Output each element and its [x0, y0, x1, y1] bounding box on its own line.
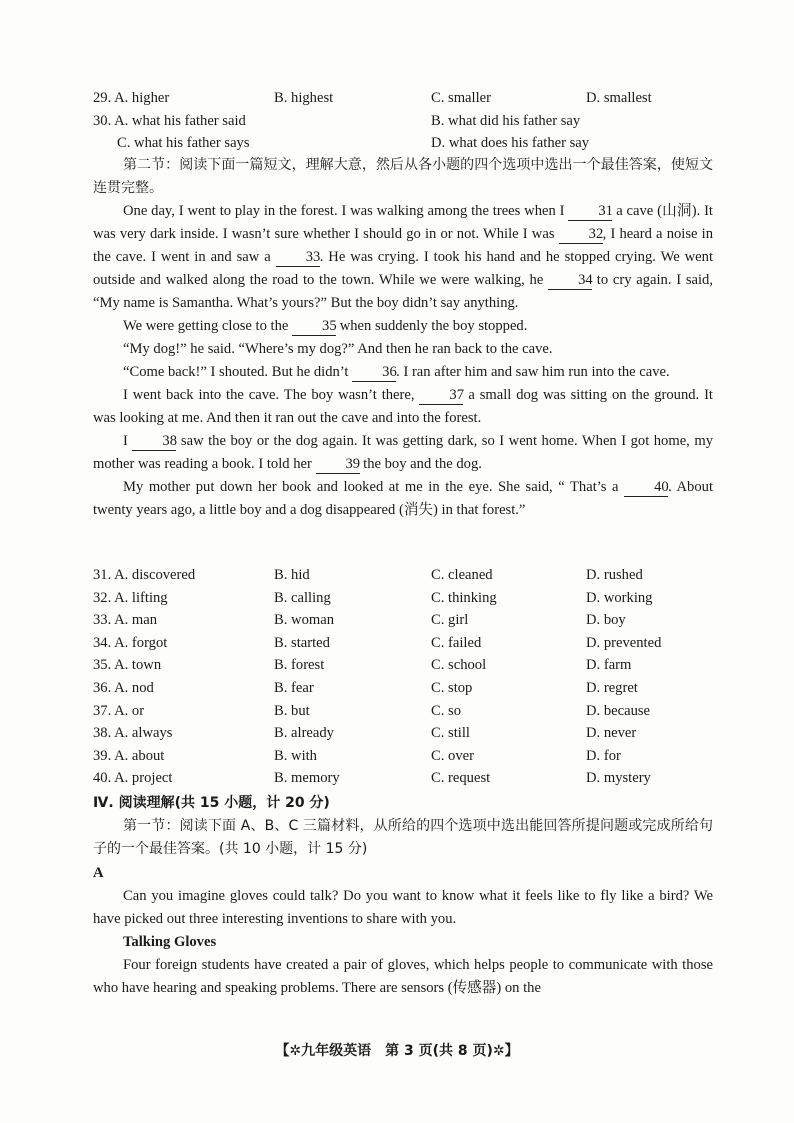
section-a-paragraph-1: Can you imagine gloves could talk? Do you want to know what it feels like to fly like a bird? We have picked out three interesting inventions to share with you.	[93, 888, 713, 927]
option-c: C. cleaned	[431, 567, 493, 583]
passage-paragraph-7: My mother put down her book and looked at me in the eye. She said, “ That’s a 40. About twenty years ago, a little boy and a dog disappeared (消失) in that forest.”	[93, 479, 713, 518]
option-b: B. with	[274, 747, 317, 764]
option-30-b: B. what did his father say	[431, 112, 581, 129]
passage-paragraph-5: I went back into the cave. The boy wasn’t there, 37 a small dog was sitting on the ground. It was looking at me. And then it ran out the cave and into the forest.	[93, 387, 713, 426]
option-d: D. never	[586, 725, 637, 742]
passage-paragraph-6: I 38 saw the boy or the dog again. It was getting dark, so I went home. When I got home, my mother was reading a book. I told her 39 the boy and the dog.	[93, 433, 713, 472]
option-30-a: 30. A. what his father said	[93, 112, 246, 129]
option-row	[93, 767, 713, 790]
part4-block	[93, 792, 713, 861]
passage-paragraph-1: One day, I went to play in the forest. I was walking among the trees when I 31 a cave (山洞). It was very dark inside. I wasn’t sure whether I should go in or not. While I was 32, I heard a noise in the cave. I went in and saw a 33. He was crying. I took his hand and he stopped crying. We went outside and walked along the road to the town. While we were walking, he 34 to cry again. I said, “My name is Samantha. What’s yours?” But the boy didn’t say anything.	[93, 203, 714, 311]
section2-intro: 第二节：阅读下面一篇短文，理解大意，然后从各小题的四个选项中选出一个最佳答案，使短文连贯完整。	[93, 157, 713, 196]
option-b: B. woman	[274, 612, 334, 629]
blank-40: 40	[624, 479, 668, 497]
blank-39: 39	[316, 456, 360, 474]
part4-intro: 第一节：阅读下面 A、B、C 三篇材料，从所给的四个选项中选出能回答所提问题或完成所给句子的一个最佳答案。(共 10 小题，计 15 分)	[93, 818, 713, 857]
blank-37: 37	[419, 387, 463, 405]
option-b: B. started	[274, 634, 330, 651]
part4-title: Ⅳ. 阅读理解(共 15 小题，计 20 分)	[93, 795, 330, 811]
option-b: B. memory	[274, 770, 340, 787]
blank-38: 38	[132, 433, 176, 451]
option-29-d: D. smallest	[586, 90, 652, 106]
option-row-29	[93, 87, 713, 110]
option-a: 37. A. or	[93, 702, 145, 719]
option-b: B. fear	[274, 679, 314, 696]
option-a: 32. A. lifting	[93, 589, 168, 606]
option-d: D. farm	[586, 657, 632, 674]
section-a-block	[93, 862, 713, 1000]
option-b: B. but	[274, 702, 310, 719]
section-a-paragraph-2: Four foreign students have created a pair of gloves, which helps people to communicate with those who have hearing and speaking problems. There are sensors (传感器) on the	[93, 957, 713, 996]
option-c: C. school	[431, 657, 487, 674]
blank-32: 32	[559, 226, 603, 244]
option-row	[93, 609, 713, 632]
cloze-options	[93, 564, 713, 790]
option-a: 36. A. nod	[93, 679, 154, 696]
option-c: C. so	[431, 702, 462, 719]
option-row-30-ab	[93, 110, 713, 133]
option-d: D. rushed	[586, 567, 643, 583]
option-b: B. hid	[274, 567, 310, 583]
option-d: D. because	[586, 702, 651, 719]
option-row	[93, 564, 713, 587]
option-29-a: 29. A. higher	[93, 90, 170, 106]
section-a-heading: A	[93, 865, 104, 881]
option-c: C. girl	[431, 612, 469, 629]
option-a: 40. A. project	[93, 770, 173, 787]
option-c: C. stop	[431, 679, 473, 696]
option-29-b: B. highest	[274, 90, 334, 106]
option-d: D. for	[586, 747, 621, 764]
cloze-passage	[93, 200, 713, 522]
option-d: D. regret	[586, 679, 638, 696]
option-row	[93, 632, 713, 655]
option-row	[93, 587, 713, 610]
option-row	[93, 677, 713, 700]
passage-paragraph-2: We were getting close to the 35 when suddenly the boy stopped.	[123, 318, 528, 334]
option-c: C. failed	[431, 634, 482, 651]
option-b: B. forest	[274, 657, 325, 674]
option-row-30-cd	[93, 132, 713, 155]
option-d: D. mystery	[586, 770, 651, 787]
option-row	[93, 700, 713, 723]
option-c: C. over	[431, 747, 474, 764]
option-c: C. still	[431, 725, 470, 742]
option-a: 35. A. town	[93, 657, 162, 674]
blank-34: 34	[548, 272, 592, 290]
option-a: 39. A. about	[93, 747, 165, 764]
option-a: 31. A. discovered	[93, 567, 196, 583]
option-29-c: C. smaller	[431, 90, 491, 106]
option-d: D. working	[586, 589, 653, 606]
blank-33: 33	[276, 249, 320, 267]
option-c: C. thinking	[431, 589, 497, 606]
section2-intro-block	[93, 154, 713, 200]
option-row	[93, 722, 713, 745]
passage-paragraph-3: “My dog!” he said. “Where’s my dog?” And then he ran back to the cave.	[123, 341, 553, 357]
blank-35: 35	[292, 318, 336, 336]
talking-gloves-heading: Talking Gloves	[123, 934, 217, 950]
page-footer: 【✲九年级英语 第 3 页(共 8 页)✲】	[275, 1043, 519, 1059]
option-b: B. already	[274, 725, 334, 742]
option-row	[93, 654, 713, 677]
blank-36: 36	[352, 364, 396, 382]
previous-options	[93, 87, 713, 155]
blank-31: 31	[568, 203, 612, 221]
option-d: D. boy	[586, 612, 626, 629]
option-a: 33. A. man	[93, 612, 158, 629]
passage-paragraph-4: “Come back!” I shouted. But he didn’t 36. I ran after him and saw him run into the cave.	[123, 364, 670, 380]
option-row	[93, 745, 713, 768]
option-b: B. calling	[274, 589, 331, 606]
option-30-d: D. what does his father say	[431, 135, 590, 152]
option-a: 38. A. always	[93, 725, 173, 742]
option-30-c: C. what his father says	[117, 135, 250, 152]
option-d: D. prevented	[586, 634, 662, 651]
option-c: C. request	[431, 770, 491, 787]
option-a: 34. A. forgot	[93, 634, 168, 651]
